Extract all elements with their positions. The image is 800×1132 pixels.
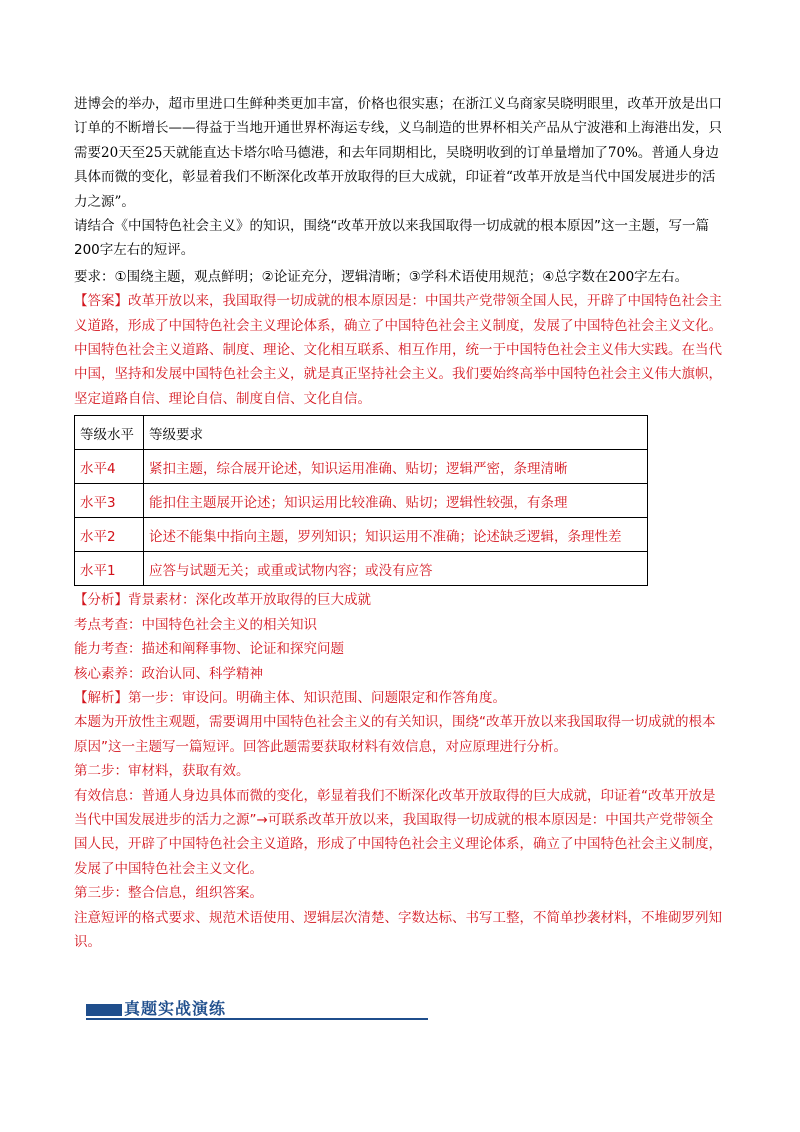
analysis-step-3-detail: 注意短评的格式要求、规范术语使用、逻辑层次清楚、字数达标、书写工整，不简单抄袭材料，不堆砌罗列知识。	[74, 909, 722, 950]
grade-level-header: 等级水平	[75, 416, 144, 450]
grade-table-header	[75, 416, 648, 450]
banner-underline	[86, 1018, 428, 1020]
analysis-ability: 能力考查：描述和阐释事物、论证和探究问题	[74, 641, 344, 658]
grade-requirement: 能扣住主题展开论述；知识运用比较准确、贴切；逻辑性较强，有条理	[144, 484, 648, 518]
analysis-step-2-detail: 有效信息：普通人身边具体而微的变化，彰显着我们不断深化改革开放取得的巨大成就，印证着“改革开放是当代中国发展进步的活力之源”→可联系改革开放以来，我国取得一切成就的根本原因是：中国共产党带领全国人民，开辟了中国特色社会主义道路，形成了中国特色社会主义理论体系，确立了中国特色社会主义制度，发展了中国特色社会主义文化。	[74, 787, 722, 877]
grade-requirement: 论述不能集中指向主题，罗列知识；知识运用不准确；论述缺乏逻辑，条理性差	[144, 518, 648, 552]
analysis-step-1-detail: 本题为开放性主观题，需要调用中国特色社会主义的有关知识，围绕“改革开放以来我国取得一切成就的根本原因”这一主题写一篇短评。回答此题需要获取材料有效信息，对应原理进行分析。	[74, 714, 716, 755]
analysis-step-2: 第二步：审材料，获取有效。	[74, 763, 250, 780]
grade-table	[74, 415, 648, 586]
grade-level: 水平3	[75, 484, 144, 518]
grade-level: 水平4	[75, 450, 144, 484]
requirements: 要求：①围绕主题，观点鲜明；②论证充分，逻辑清晰；③学科术语使用规范；④总字数在200字左右。	[74, 268, 689, 285]
banner-bar	[86, 1004, 122, 1016]
analysis-step-3: 第三步：整合信息，组织答案。	[74, 885, 263, 902]
question-prompt: 请结合《中国特色社会主义》的知识，围绕“改革开放以来我国取得一切成就的根本原因”这一主题，写一篇200字左右的短评。	[74, 218, 709, 259]
analysis-exam-point: 考点考查：中国特色社会主义的相关知识	[74, 616, 317, 633]
section-banner	[86, 1000, 428, 1022]
analysis-literacy: 核心素养：政治认同、科学精神	[74, 665, 263, 682]
grade-requirement: 应答与试题无关；或重或试物内容；或没有应答	[144, 552, 648, 586]
analysis-background: 【分析】背景素材：深化改革开放取得的巨大成就	[74, 592, 371, 609]
answer-paragraph-1: 【答案】改革开放以来，我国取得一切成就的根本原因是：中国共产党带领全国人民，开辟了中国特色社会主义道路，形成了中国特色社会主义理论体系，确立了中国特色社会主义制度，发展了中国特色社会主义文化。	[74, 293, 722, 334]
section-title: 真题实战演练	[124, 999, 227, 1018]
table-row	[75, 552, 648, 586]
grade-level: 水平1	[75, 552, 144, 586]
table-row	[75, 450, 648, 484]
analysis-step-1: 【解析】第一步：审设问。明确主体、知识范围、问题限定和作答角度。	[74, 689, 506, 706]
grade-level: 水平2	[75, 518, 144, 552]
table-row	[75, 484, 648, 518]
document-page	[74, 92, 726, 954]
answer-paragraph-2: 中国特色社会主义道路、制度、理论、文化相互联系、相互作用，统一于中国特色社会主义伟大实践。在当代中国，坚持和发展中国特色社会主义，就是真正坚持社会主义。我们要始终高举中国特色社会主义伟大旗帜，坚定道路自信、理论自信、制度自信、文化自信。	[74, 342, 722, 407]
grade-requirement-header: 等级要求	[144, 416, 648, 450]
table-row	[75, 518, 648, 552]
grade-requirement: 紧扣主题，综合展开论述，知识运用准确、贴切；逻辑严密，条理清晰	[144, 450, 648, 484]
intro-paragraph: 进博会的举办，超市里进口生鲜种类更加丰富，价格也很实惠；在浙江义乌商家吴晓明眼里，改革开放是出口订单的不断增长——得益于当地开通世界杯海运专线，义乌制造的世界杯相关产品从宁波港和上海港出发，只需要20天至25天就能直达卡塔尔哈马德港，和去年同期相比，吴晓明收到的订单量增加了70%。普通人身边具体而微的变化，彰显着我们不断深化改革开放取得的巨大成就，印证着“改革开放是当代中国发展进步的活力之源”。	[74, 96, 722, 210]
